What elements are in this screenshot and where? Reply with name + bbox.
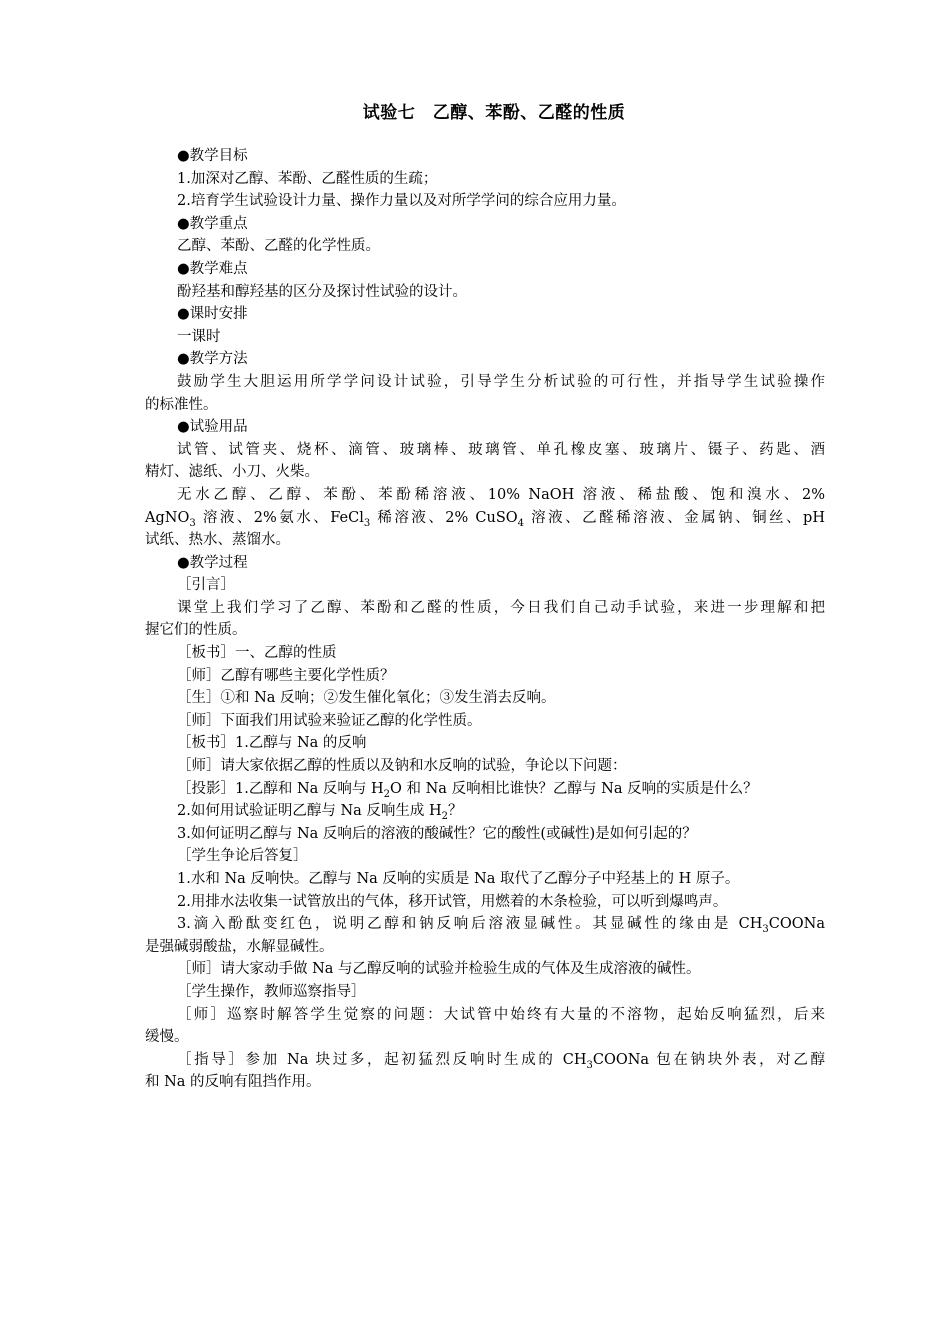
answer-2: 2.用排水法收集一试管放出的气体，移开试管，用燃着的木条检验，可以听到爆鸣声。 <box>177 893 728 910</box>
answer-3-line-1: 3.滴入酚酞变红色，说明乙醇和钠反响后溶液显碱性。其显碱性的缘由是 $CH_3COONa$ <box>177 916 825 936</box>
reagents-line-2: AgNO$_3$ 溶液、2%氨水、FeCl$_3$ 稀溶液、2% CuSO$_4$ 溶液、乙醛稀溶液、金属钠、铜丝、pH <box>145 509 825 529</box>
intro-line-2: 握它们的性质。 <box>145 622 247 639</box>
method-line-2: 的标准性。 <box>145 396 218 413</box>
difficulties-text: 酚羟基和醇羟基的区分及探讨性试验的设计。 <box>177 283 467 300</box>
teacher-line-3: ［师］请大家依据乙醇的性质以及钠和水反响的试验，争论以下问题： <box>177 758 627 775</box>
teacher-line-5-cont: 缓慢。 <box>145 1029 189 1046</box>
answer-3-line-2: 是强碱弱酸盐，水解显碱性。 <box>145 938 334 955</box>
projection-question-1: ［投影］1.乙醇和 Na 反响与 $H_2O$ 和 Na 反响相比谁快？乙醇与 Na 反响的实质是什么？ <box>177 780 758 800</box>
projection-question-2: 2.如何用试验证明乙醇与 Na 反响生成 $H_2$？ <box>177 803 463 823</box>
discussion-label: ［学生争论后答复］ <box>177 848 308 865</box>
equipment-line-1: 试管、试管夹、烧杯、滴管、玻璃棒、玻璃管、单孔橡皮塞、玻璃片、镊子、药匙、酒 <box>177 441 825 458</box>
board-note-1: ［板书］一、乙醇的性质 <box>177 645 337 662</box>
teacher-line-1: ［师］乙醇有哪些主要化学性质？ <box>177 667 395 684</box>
schedule-text: 一课时 <box>177 328 221 345</box>
goals-item-2: 2.培育学生试验设计力量、操作力量以及对所学学问的综合应用力量。 <box>177 193 626 210</box>
intro-label: ［引言］ <box>177 577 235 594</box>
key-points-heading: ●教学重点 <box>177 215 248 232</box>
teacher-line-2: ［师］下面我们用试验来验证乙醇的化学性质。 <box>177 712 482 729</box>
goals-heading: ●教学目标 <box>177 148 248 164</box>
reagents-line-3: 试纸、热水、蒸馏水。 <box>145 532 290 549</box>
intro-line-1: 课堂上我们学习了乙醇、苯酚和乙醛的性质，今日我们自己动手试验，来进一步理解和把 <box>177 599 825 616</box>
guidance-line-2: 和 Na 的反响有阻挡作用。 <box>145 1074 321 1091</box>
answer-1: 1.水和 Na 反响快。乙醇与 Na 反响的实质是 Na 取代了乙醇分子中羟基上的 H 原子。 <box>177 871 740 887</box>
difficulties-heading: ●教学难点 <box>177 260 248 277</box>
materials-heading: ●试验用品 <box>177 419 248 436</box>
process-heading: ●教学过程 <box>177 554 248 571</box>
projection-question-3: 3.如何证明乙醇与 Na 反响后的溶液的酸碱性？它的酸性(或碱性)是如何引起的？ <box>177 825 697 842</box>
guidance-line-1: ［指导］参加 Na 块过多，起初猛烈反响时生成的 $CH_3COONa$ 包在钠块外表，对乙醇 <box>177 1051 825 1071</box>
board-note-2: ［板书］1.乙醇与 Na 的反响 <box>177 735 367 752</box>
reagents-line-1: 无水乙醇、乙醇、苯酚、苯酚稀溶液、10% NaOH 溶液、稀盐酸、饱和溴水、2% <box>177 486 825 503</box>
student-line-1: ［生］①和 Na 反响；②发生催化氧化；③发生消去反响。 <box>177 690 556 707</box>
operation-label: ［学生操作，教师巡察指导］ <box>177 983 366 1000</box>
equipment-line-2: 精灯、滤纸、小刀、火柴。 <box>145 464 319 481</box>
goals-item-1: 1.加深对乙醇、苯酚、乙醛性质的生疏； <box>177 170 438 187</box>
page-title: 试验七 乙醇、苯酚、乙醛的性质 <box>362 103 626 123</box>
document-body <box>145 145 825 1094</box>
key-points-text: 乙醇、苯酚、乙醛的化学性质。 <box>177 238 380 255</box>
teacher-line-5: ［师］巡察时解答学生觉察的问题：大试管中始终有大量的不溶物，起始反响猛烈，后来 <box>177 1006 825 1023</box>
method-line-1: 鼓励学生大胆运用所学学问设计试验，引导学生分析试验的可行性，并指导学生试验操作 <box>177 373 825 390</box>
schedule-heading: ●课时安排 <box>177 306 248 323</box>
method-heading: ●教学方法 <box>177 351 248 368</box>
teacher-line-4: ［师］请大家动手做 Na 与乙醇反响的试验并检验生成的气体及生成溶液的碱性。 <box>177 961 701 978</box>
